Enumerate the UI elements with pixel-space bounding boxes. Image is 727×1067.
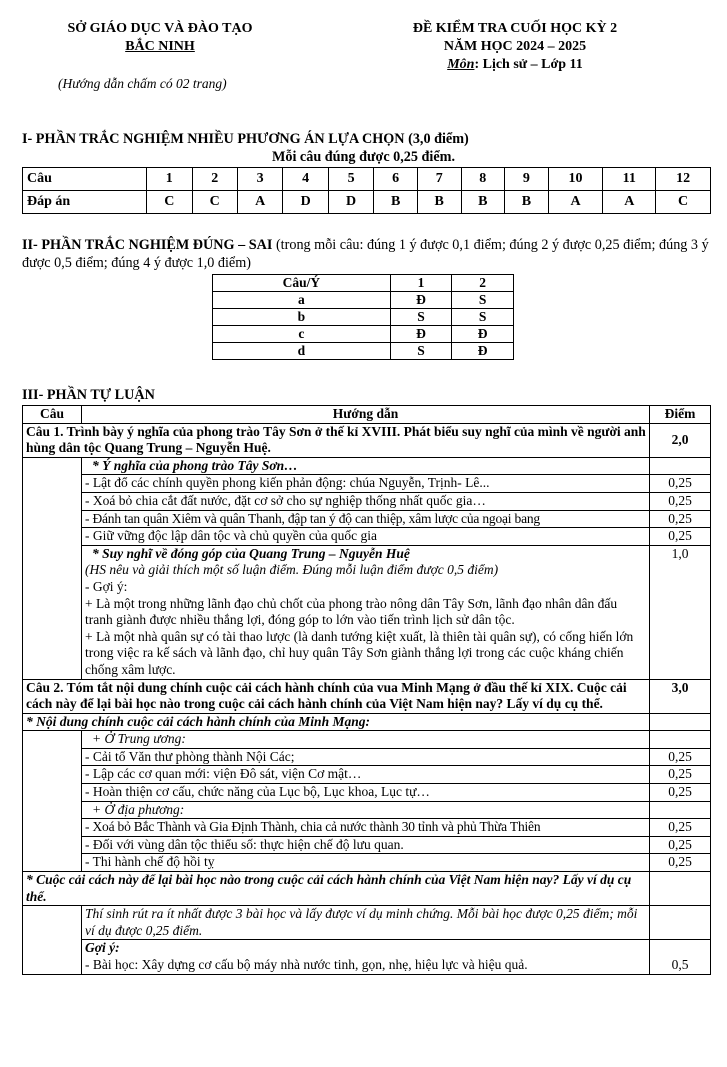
guide-item: - Hoàn thiện cơ cấu, chức năng của Lục bộ, Lục khoa, Lục tự… xyxy=(82,784,650,802)
answer-row xyxy=(23,191,711,214)
answer-cell: B xyxy=(461,191,505,214)
cell: Đ xyxy=(390,292,452,309)
subject-value: : Lịch sử – Lớp 11 xyxy=(474,57,583,72)
section-label: + Ở địa phương: xyxy=(82,801,650,819)
header-cell: 2 xyxy=(452,275,514,292)
score-cell: 0,5 xyxy=(650,940,711,974)
table-row xyxy=(23,528,711,546)
guide-point: + Là một nhà quân sự có tài thao lược (là danh tướng kiệt xuất, là thiên tài quân sự), có cống hiến lớn trong việc ra kế sách và lãnh đạo, chỉ huy quân Tây Sơn giành thắng lợi trong các cuộc kháng chiến chống xâm lược. xyxy=(85,628,634,677)
subheading: * Cuộc cải cách này để lại bài học nào trong cuộc cải cách hành chính của Việt Nam hiện nay? Lấy ví dụ cụ thể. xyxy=(23,872,650,906)
guide-item: - Lập các cơ quan mới: viện Đô sát, viện Cơ mật… xyxy=(82,766,650,784)
score-cell xyxy=(650,457,711,475)
cell: S xyxy=(390,343,452,360)
subject-label: Môn xyxy=(447,57,475,72)
cell: b xyxy=(213,309,391,326)
subheading: * Ý nghĩa của phong trào Tây Sơn… xyxy=(82,457,650,475)
guide-item: - Xoá bỏ chia cắt đất nước, đặt cơ sở cho sự nghiệp thống nhất quốc gia… xyxy=(82,492,650,510)
row-label: Đáp án xyxy=(23,191,147,214)
blank-cell xyxy=(23,906,82,974)
table-header-row xyxy=(213,275,514,292)
hint-label: Gợi ý: xyxy=(85,940,120,956)
answer-cell: D xyxy=(283,191,328,214)
answer-cell: B xyxy=(505,191,549,214)
org-name: SỞ GIÁO DỤC VÀ ĐÀO TẠO xyxy=(67,21,253,36)
score-cell: 0,25 xyxy=(650,766,711,784)
table-row xyxy=(23,492,711,510)
question-number-cell: 12 xyxy=(656,168,711,191)
answer-key-table xyxy=(22,167,711,214)
guide-item: - Giữ vững độc lập dân tộc và chủ quyền của quốc gia xyxy=(82,528,650,546)
table-row xyxy=(23,819,711,837)
question-number-cell: 4 xyxy=(283,168,328,191)
question-row xyxy=(23,168,711,191)
table-row xyxy=(23,713,711,731)
part2-heading-block xyxy=(22,236,712,272)
cell: d xyxy=(213,343,391,360)
part2-desc: (trong mỗi câu: đúng 1 ý được 0,1 điểm; đúng 2 ý được 0,25 điểm; đúng 3 ý được 0,5 điểm; đúng 4 ý được 1,0 điểm) xyxy=(22,237,709,271)
part1-heading: I- PHẦN TRẮC NGHIỆM NHIỀU PHƯƠNG ÁN LỰA CHỌN (3,0 điểm) xyxy=(22,131,469,147)
score-cell: 0,25 xyxy=(650,819,711,837)
question-number-cell: 11 xyxy=(603,168,656,191)
table-row xyxy=(23,510,711,528)
table-row xyxy=(23,854,711,872)
guide-item: - Đối với vùng dân tộc thiểu số: thực hiện chế độ lưu quan. xyxy=(82,836,650,854)
question-number-cell: 7 xyxy=(417,168,461,191)
cell: Đ xyxy=(452,343,514,360)
cell: a xyxy=(213,292,391,309)
question-1-title: Câu 1. Trình bày ý nghĩa của phong trào Tây Sơn ở thế kỉ XVIII. Phát biểu suy nghĩ của mình về người anh hùng dân tộc Quang Trung – Nguyễn Huệ. xyxy=(23,423,650,457)
question-2-title: Câu 2. Tóm tắt nội dung chính cuộc cải cách hành chính của vua Minh Mạng ở đầu thế kỉ XIX. Cuộc cải cách này để lại bài học nào trong cuộc cải cách hành chính của Việt Nam hiện nay? Lấy ví dụ cụ thể. xyxy=(23,679,650,713)
guide-item: - Đánh tan quân Xiêm và quân Thanh, đập tan ý độ can thiệp, xâm lược của ngoại bang xyxy=(82,510,650,528)
essay-guide-table xyxy=(22,405,711,975)
table-row xyxy=(23,731,711,749)
header-cell: Câu/Ý xyxy=(213,275,391,292)
blank-cell xyxy=(23,457,82,679)
answer-cell: D xyxy=(328,191,373,214)
score-cell: 0,25 xyxy=(650,784,711,802)
score-cell xyxy=(650,906,711,940)
table-header-row xyxy=(23,406,711,424)
answer-cell: A xyxy=(603,191,656,214)
guide-item: - Thi hành chế độ hồi tỵ xyxy=(82,854,650,872)
guide-item: - Cải tổ Văn thư phòng thành Nội Các; xyxy=(82,748,650,766)
question-row xyxy=(23,679,711,713)
guide-block xyxy=(82,940,650,974)
score-cell xyxy=(650,872,711,906)
answer-cell: A xyxy=(548,191,603,214)
cell: S xyxy=(452,309,514,326)
table-row xyxy=(23,545,711,679)
table-row xyxy=(23,748,711,766)
question-number-cell: 6 xyxy=(374,168,418,191)
question-number-cell: 1 xyxy=(147,168,192,191)
answer-cell: C xyxy=(192,191,237,214)
table-row xyxy=(213,309,514,326)
table-row xyxy=(23,766,711,784)
cell: S xyxy=(452,292,514,309)
question-number-cell: 5 xyxy=(328,168,373,191)
question-number-cell: 8 xyxy=(461,168,505,191)
section-label: + Ở Trung ương: xyxy=(82,731,650,749)
cell: c xyxy=(213,326,391,343)
table-row xyxy=(23,940,711,974)
hint-label: - Gợi ý: xyxy=(85,578,128,594)
answer-cell: C xyxy=(147,191,192,214)
true-false-table xyxy=(212,274,514,360)
score-cell: 0,25 xyxy=(650,492,711,510)
page-note: (Hướng dẫn chấm có 02 trang) xyxy=(58,76,227,91)
exam-title: ĐỀ KIỂM TRA CUỐI HỌC KỲ 2 xyxy=(412,21,618,36)
question-row xyxy=(23,423,711,457)
score-cell: 0,25 xyxy=(650,528,711,546)
cell: Đ xyxy=(390,326,452,343)
table-row xyxy=(213,343,514,360)
table-row xyxy=(23,784,711,802)
table-row xyxy=(23,836,711,854)
header-cell: Câu xyxy=(23,406,82,424)
question-1-score: 2,0 xyxy=(650,423,711,457)
part3-heading: III- PHẦN TỰ LUẬN xyxy=(22,387,155,403)
row-label: Câu xyxy=(23,168,147,191)
score-cell xyxy=(650,731,711,749)
score-cell: 0,25 xyxy=(650,748,711,766)
score-cell: 0,25 xyxy=(650,836,711,854)
question-number-cell: 10 xyxy=(548,168,603,191)
guide-block xyxy=(82,545,650,679)
score-cell: 0,25 xyxy=(650,475,711,493)
part1-subheading: Mỗi câu đúng được 0,25 điểm. xyxy=(271,149,456,165)
part2-heading: II- PHẦN TRẮC NGHIỆM ĐÚNG – SAI xyxy=(22,237,273,253)
table-row xyxy=(213,326,514,343)
table-row xyxy=(213,292,514,309)
header-cell: Điểm xyxy=(650,406,711,424)
header-cell: 1 xyxy=(390,275,452,292)
score-cell xyxy=(650,801,711,819)
org-province: BẮC NINH xyxy=(125,39,195,54)
answer-cell: B xyxy=(374,191,418,214)
guide-item: - Bài học: Xây dựng cơ cấu bộ máy nhà nước tinh, gọn, nhẹ, hiệu lực và hiệu quả. xyxy=(85,957,528,972)
cell: S xyxy=(390,309,452,326)
score-cell xyxy=(650,713,711,731)
school-year: NĂM HỌC 2024 – 2025 xyxy=(443,39,587,54)
score-cell: 1,0 xyxy=(650,545,711,679)
table-row xyxy=(23,475,711,493)
question-number-cell: 2 xyxy=(192,168,237,191)
score-cell: 0,25 xyxy=(650,854,711,872)
table-row xyxy=(23,801,711,819)
cell: Đ xyxy=(452,326,514,343)
score-cell: 0,25 xyxy=(650,510,711,528)
header-title xyxy=(365,20,665,74)
guide-point: + Là một trong những lãnh đạo chủ chốt của phong trào nông dân Tây Sơn, lãnh đạo nhân dân đấu tranh giành được nhiều thắng lợi, đóng góp to lớn vào tiến trình lịch sử dân tộc. xyxy=(85,595,618,628)
subheading: * Suy nghĩ về đóng góp của Quang Trung – Nguyễn Huệ xyxy=(92,545,410,561)
answer-cell: B xyxy=(417,191,461,214)
table-row xyxy=(23,872,711,906)
table-row xyxy=(23,457,711,475)
guide-instruction: Thí sinh rút ra ít nhất được 3 bài học và lấy được ví dụ minh chứng. Mỗi bài học được 0,25 điểm; mỗi ví dụ được 0,25 điểm. xyxy=(82,906,650,940)
question-2-score: 3,0 xyxy=(650,679,711,713)
question-number-cell: 3 xyxy=(237,168,282,191)
table-row xyxy=(23,906,711,940)
subject-line xyxy=(365,56,665,74)
guide-note: (HS nêu và giải thích một số luận điểm. Đúng mỗi luận điểm được 0,5 điểm) xyxy=(85,562,499,578)
blank-cell xyxy=(23,731,82,872)
answer-cell: A xyxy=(237,191,282,214)
subheading: * Nội dung chính cuộc cải cách hành chính của Minh Mạng: xyxy=(23,713,650,731)
guide-item: - Xoá bỏ Bắc Thành và Gia Định Thành, chia cả nước thành 30 tỉnh và phủ Thừa Thiên xyxy=(82,819,650,837)
answer-cell: C xyxy=(656,191,711,214)
question-number-cell: 9 xyxy=(505,168,549,191)
header-org xyxy=(20,20,300,56)
guide-item: - Lật đổ các chính quyền phong kiến phản động: chúa Nguyễn, Trịnh- Lê... xyxy=(82,475,650,493)
header-cell: Hướng dẫn xyxy=(82,406,650,424)
